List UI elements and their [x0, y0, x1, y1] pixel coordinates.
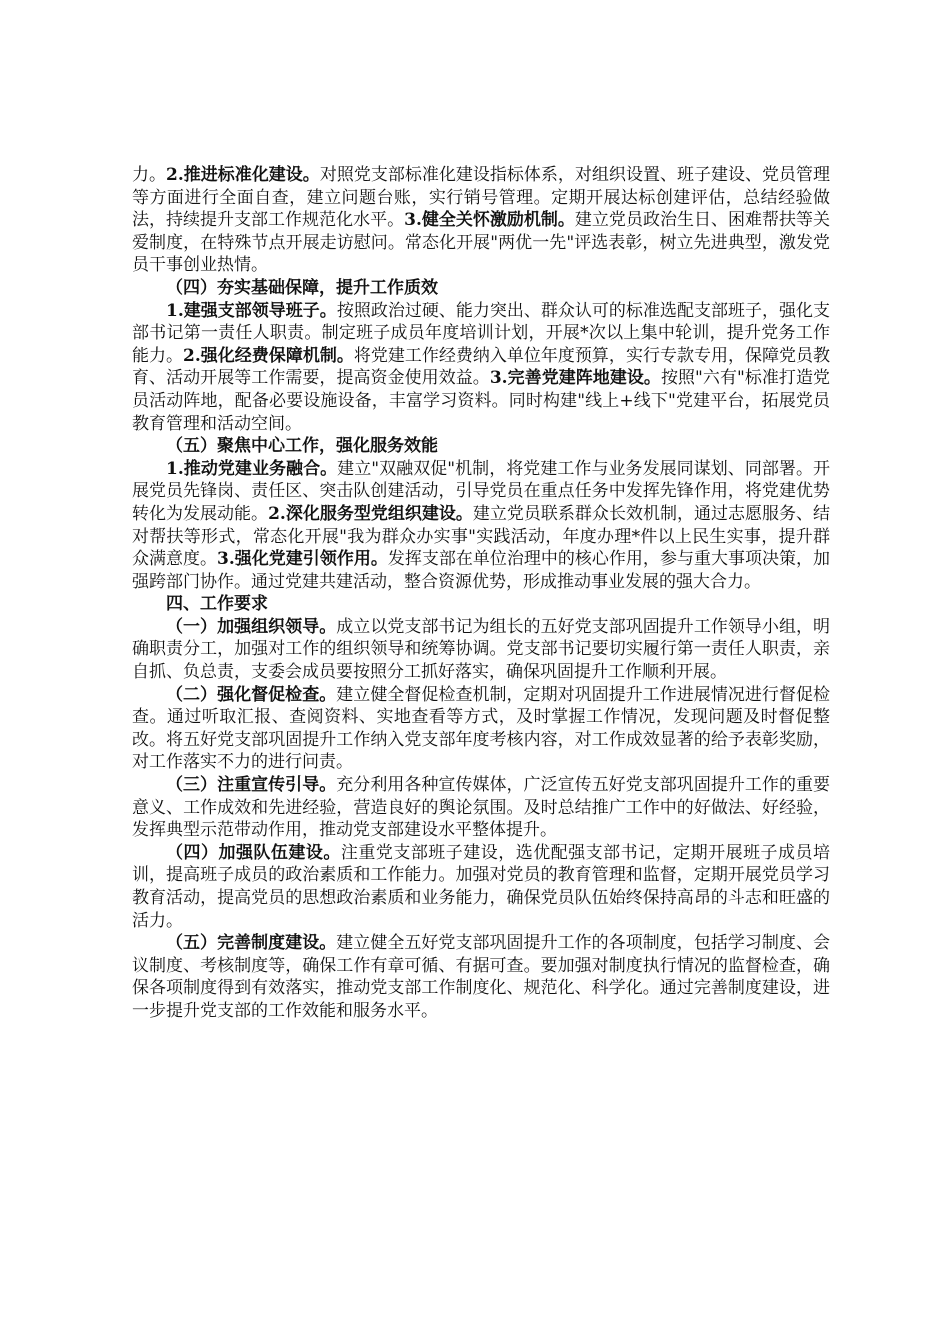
bold-run: （五）聚焦中心工作，强化服务效能 [166, 436, 438, 457]
text-run: 建立党员政治生日、困难帮扶等关爱制度，在特殊节点开展走访慰问。常态化开展"两优一先"评选表彰，树立先进典型，激发党员干事创业热情。 [132, 210, 831, 276]
bold-run: 1.建强支部领导班子。 [166, 300, 337, 321]
body-paragraph [132, 774, 830, 842]
text-run: 发挥支部在单位治理中的核心作用，参与重大事项决策，加强跨部门协作。通过党建共建活动，整合资源优势，形成推动事业发展的强大合力。 [132, 549, 830, 592]
section-heading [132, 277, 830, 300]
bold-run: 1.推动党建业务融合。 [166, 458, 338, 479]
bold-run: （二）强化督促检查。 [166, 684, 337, 705]
body-paragraph [132, 842, 830, 932]
body-paragraph [132, 932, 830, 1022]
text-run: 成立以党支部书记为组长的五好党支部巩固提升工作领导小组，明确职责分工，加强对工作的组织领导和统筹协调。党支部书记要切实履行第一责任人职责，亲自抓、负总责，支委会成员要按照分工抓好落实，确保巩固提升工作顺利开展。 [132, 616, 831, 683]
text-run: 按照"六有"标准打造党员活动阵地，配备必要设施设备，丰富学习资料。同时构建"线上+线下"党建平台，拓展党员教育管理和活动空间。 [132, 368, 830, 434]
section-heading [132, 435, 830, 458]
bold-run: （一）加强组织领导。 [166, 616, 337, 637]
text-run: 建立"双融双促"机制，将党建工作与业务发展同谋划、同部署。开展党员先锋岗、责任区、突击队创建活动，引导党员在重点任务中发挥先锋作用，将党建优势转化为发展动能。 [132, 458, 831, 524]
text-run: 注重党支部班子建设，选优配强支部书记，定期开展班子成员培训，提高班子成员的政治素质和工作能力。加强对党员的教育管理和监督，定期开展党员学习教育活动，提高党员的思想政治素质和业务能力，确保党员队伍始终保持高昂的斗志和旺盛的活力。 [132, 842, 831, 931]
text-run: 充分利用各种宣传媒体，广泛宣传五好党支部巩固提升工作的重要意义、工作成效和先进经验，营造良好的舆论氛围。及时总结推广工作中的好做法、好经验，发挥典型示范带动作用，推动党支部建设水平整体提升。 [132, 775, 831, 841]
body-paragraph [132, 458, 830, 594]
bold-run: （四）夯实基础保障，提升工作质效 [166, 277, 438, 298]
text-run: 对照党支部标准化建设指标体系，对组织设置、班子建设、党员管理等方面进行全面自查，建立问题台账，实行销号管理。定期开展达标创建评估，总结经验做法，持续提升支部工作规范化水平。 [132, 165, 831, 231]
text-run: 将党建工作经费纳入单位年度预算，实行专款专用，保障党员教育、活动开展等工作需要，提高资金使用效益。 [132, 345, 831, 389]
text-run: 建立健全五好党支部巩固提升工作的各项制度，包括学习制度、会议制度、考核制度等，确保工作有章可循、有据可查。要加强对制度执行情况的监督检查，确保各项制度得到有效落实，推动党支部工作制度化、规范化、科学化。通过完善制度建设，进一步提升党支部的工作效能和服务水平。 [132, 933, 831, 1021]
body-paragraph [132, 300, 830, 436]
bold-run: （五）完善制度建设。 [166, 933, 337, 954]
body-paragraph [132, 616, 830, 684]
text-run: 建立党员联系群众长效机制，通过志愿服务、结对帮扶等形式，常态化开展"我为群众办实事"实践活动，年度办理*件以上民生实事，提升群众满意度。 [132, 503, 831, 570]
bold-run: 2.推进标准化建设。 [166, 165, 320, 185]
document-body [132, 164, 830, 1023]
text-run: 建立健全督促检查机制，定期对巩固提升工作进展情况进行督促检查。通过听取汇报、查阅资料、实地查看等方式，及时掌握工作情况，发现问题及时督促整改。将五好党支部巩固提升工作纳入党支部年度考核内容，对工作成效显著的给予表彰奖励，对工作落实不力的进行问责。 [132, 684, 831, 773]
text-run: 力。 [132, 165, 167, 185]
bold-run: 3.健全关怀激励机制。 [404, 210, 575, 231]
bold-run: （四）加强队伍建设。 [166, 842, 341, 863]
bold-run: 3.强化党建引领作用。 [217, 549, 388, 570]
bold-run: （三）注重宣传引导。 [166, 775, 337, 796]
bold-run: 2.强化经费保障机制。 [183, 345, 354, 366]
bold-run: 2.深化服务型党组织建设。 [268, 503, 473, 524]
bold-run: 四、工作要求 [166, 594, 268, 615]
text-run: 按照政治过硬、能力突出、群众认可的标准选配支部班子，强化支部书记第一责任人职责。制定班子成员年度培训计划，开展*次以上集中轮训，提升党务工作能力。 [132, 300, 830, 366]
body-paragraph [132, 684, 830, 774]
body-paragraph [132, 164, 830, 277]
bold-run: 3.完善党建阵地建设。 [489, 368, 661, 389]
section-heading [132, 593, 830, 616]
